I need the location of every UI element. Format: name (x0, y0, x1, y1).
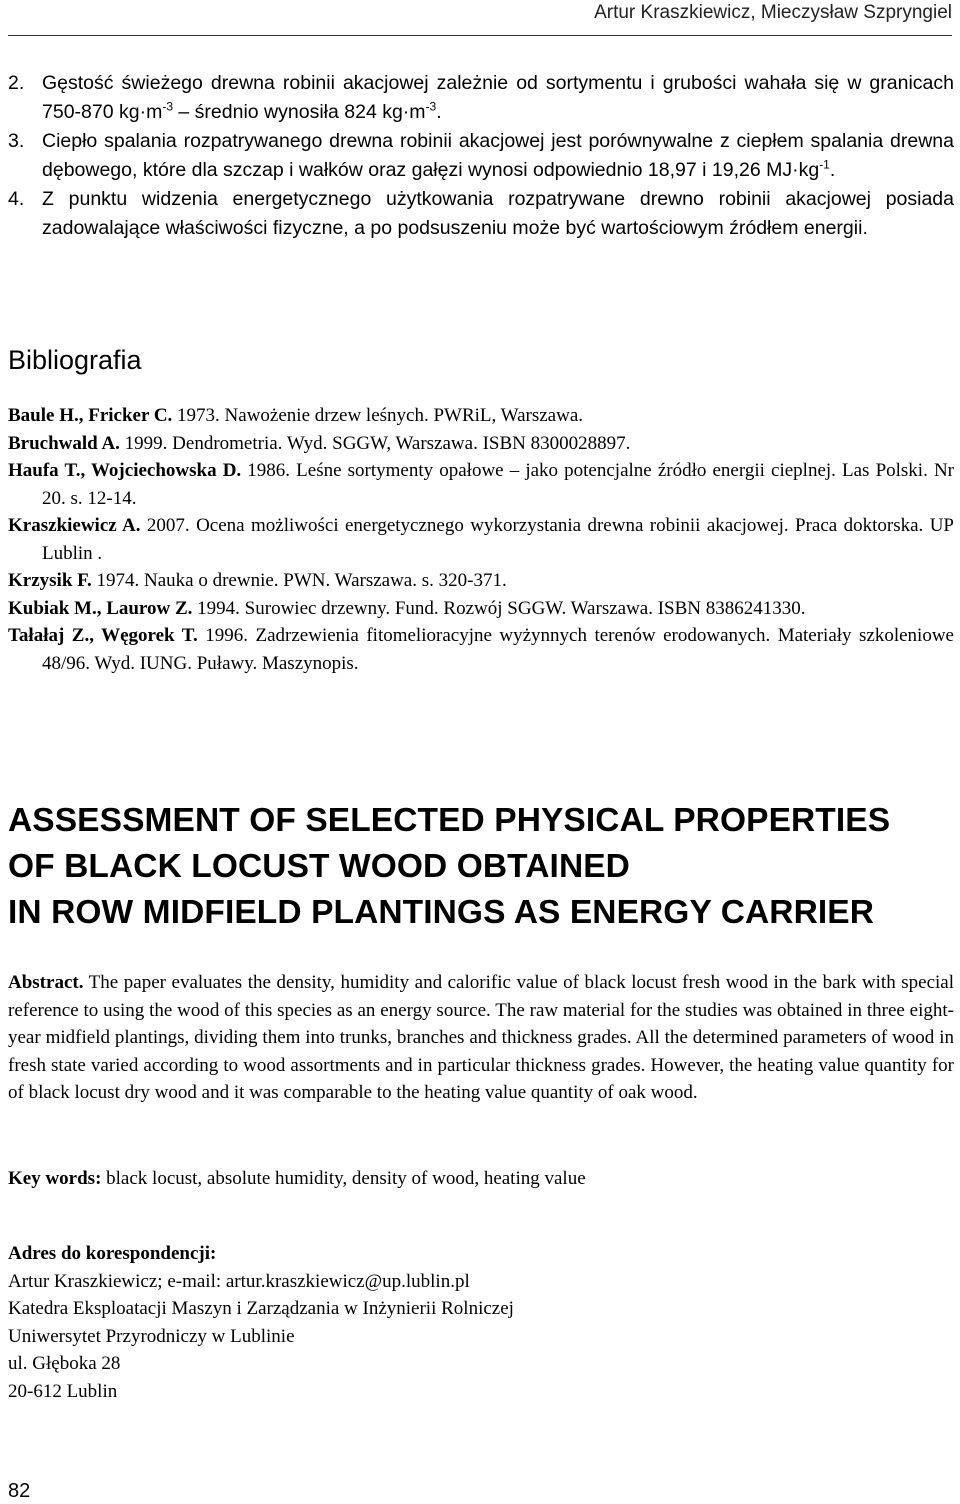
running-head: Artur Kraszkiewicz, Mieczysław Szpryngiel (594, 2, 952, 23)
conclusion-text: Gęstość świeżego drewna robinii akacjowej zależnie od sortymentu i grubości wahała się w granicach 750-870 $kg\cdot m^{-3}$ – średnio wynosiła 824 $kg\cdot m^{-3}$. (42, 72, 954, 123)
page-number: 82 (8, 1480, 31, 1502)
address-line: 20-612 Lublin (8, 1380, 118, 1402)
conclusion-number: 3. (8, 130, 25, 152)
reference-item: Bruchwald A. 1999. Dendrometria. Wyd. SGGW, Warszawa. ISBN 8300028897. (8, 432, 631, 454)
address-heading: Adres do korespondencji: (8, 1243, 217, 1264)
reference-item: Haufa T., Wojciechowska D. 1986. Leśne sortymenty opałowe – jako potencjalne źródło energii cieplnej. Las Polski. Nr 20. s. 12-14. (8, 460, 954, 509)
abstract-label: Abstract. (8, 972, 84, 993)
address-line: Katedra Eksploatacji Maszyn i Zarządzania w Inżynierii Rolniczej (8, 1298, 514, 1319)
address-line: Uniwersytet Przyrodniczy w Lublinie (8, 1325, 295, 1347)
reference-item: Krzysik F. 1974. Nauka o drewnie. PWN. Warszawa. s. 320-371. (8, 570, 507, 591)
abstract (8, 969, 954, 1107)
keywords-label: Key words: (8, 1168, 102, 1189)
bibliography-list (8, 402, 954, 677)
reference-item: Tałałaj Z., Węgorek T. 1996. Zadrzewienia fitomelioracyjne wyżynnych terenów erodowanych. Materiały szkoleniowe 48/96. Wyd. IUNG. Puławy. Maszynopis. (8, 625, 954, 674)
abstract-text: The paper evaluates the density, humidity and calorific value of black locust fresh wood in the bark with special reference to using the wood of this species as an energy source. The raw material for the studies was obtained in three eight-year midfield plantings, dividing them into trunks, branches and thickness grades. All the determined parameters of wood in fresh state varied according to wood assortments and in particular thickness grades. However, the heating value quantity for of black locust dry wood and it was comparable to the heating value quantity of oak wood. (8, 972, 954, 1103)
address-line: Artur Kraszkiewicz; e-mail: artur.kraszkiewicz@up.lublin.pl (8, 1270, 470, 1292)
conclusion-text: Ciepło spalania rozpatrywanego drewna robinii akacjowej jest porównywalne z ciepłem spalania drewna dębowego, które dla szczap i wałków oraz gałęzi wynosi odpowiednio 18,97 i 19,26 $MJ\cdot kg^{-1}$. (42, 130, 954, 181)
title-line: OF BLACK LOCUST WOOD OBTAINED (8, 848, 630, 885)
reference-item: Baule H., Fricker C. 1973. Nawożenie drzew leśnych. PWRiL, Warszawa. (8, 405, 584, 426)
address-line: ul. Głęboka 28 (8, 1353, 121, 1374)
title-line: ASSESSMENT OF SELECTED PHYSICAL PROPERTIES (8, 802, 891, 839)
keywords (8, 1165, 954, 1193)
conclusion-number: 2. (8, 72, 25, 94)
bibliography-heading: Bibliografia (8, 345, 142, 375)
english-title (8, 798, 954, 936)
header-rule (8, 35, 952, 36)
conclusions-list (8, 69, 954, 243)
correspondence-address (8, 1240, 954, 1405)
reference-item: Kubiak M., Laurow Z. 1994. Surowiec drzewny. Fund. Rozwój SGGW. Warszawa. ISBN 8386241330. (8, 597, 806, 619)
reference-item: Kraszkiewicz A. 2007. Ocena możliwości energetycznego wykorzystania drewna robinii akacjowej. Praca doktorska. UP Lublin . (8, 515, 954, 564)
conclusion-item (8, 69, 954, 127)
conclusion-text: Z punktu widzenia energetycznego użytkowania rozpatrywane drewno robinii akacjowej posiada zadowalające właściwości fizyczne, a po podsuszeniu może być wartościowym źródłem energii. (42, 188, 954, 239)
conclusion-item (8, 185, 954, 243)
title-line: IN ROW MIDFIELD PLANTINGS AS ENERGY CARRIER (8, 894, 875, 931)
keywords-text: black locust, absolute humidity, density of wood, heating value (101, 1168, 586, 1189)
conclusion-item (8, 127, 954, 185)
conclusion-number: 4. (8, 188, 25, 210)
